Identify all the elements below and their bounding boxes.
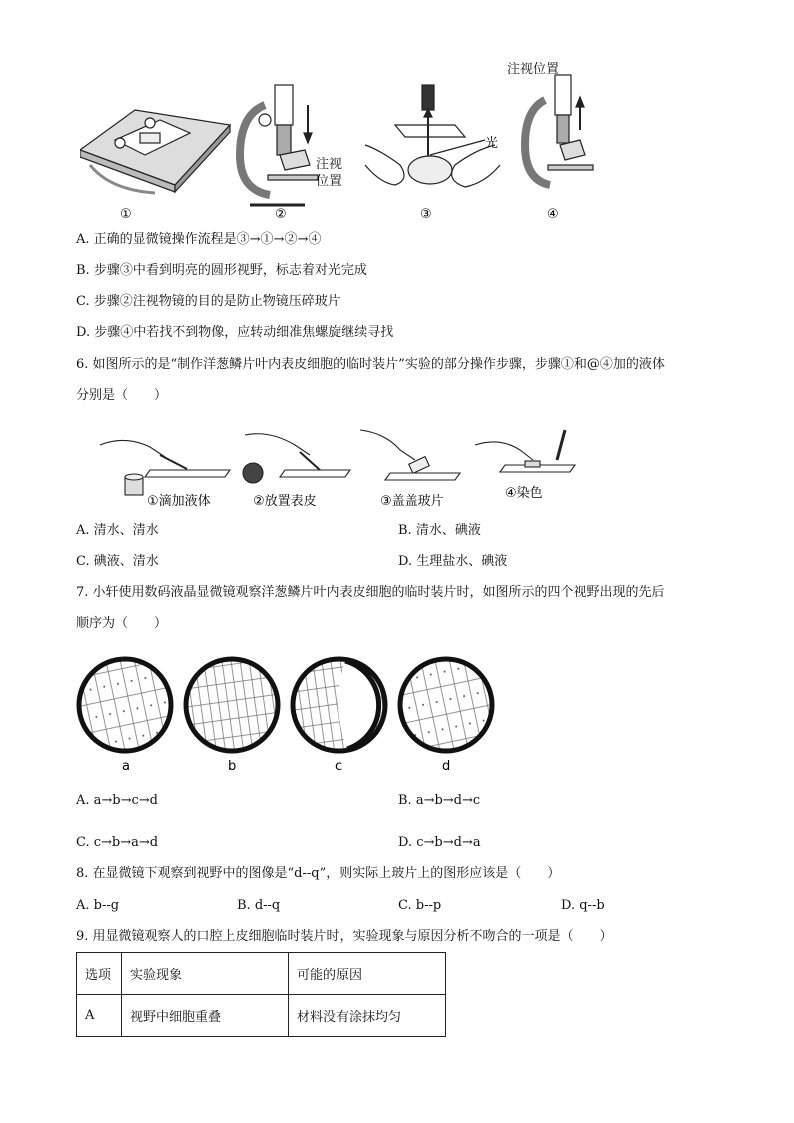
q7-stem-line2: 顺序为（ ） xyxy=(76,616,168,631)
table-header-row xyxy=(77,953,446,995)
q8-option-b: B. d--q xyxy=(237,898,281,913)
q5-option-d: D. 步骤④中若找不到物像，应转动细准焦螺旋继续寻找 xyxy=(76,325,394,340)
view-a xyxy=(79,659,171,751)
fig1-label-3: ③ xyxy=(420,207,432,222)
q6-option-d: D. 生理盐水、碘液 xyxy=(398,554,508,569)
q8-option-a: A. b--g xyxy=(76,898,120,913)
microscope-views-figure xyxy=(75,650,505,780)
prep-step4-drawing xyxy=(475,430,575,472)
step4-drawing xyxy=(525,75,593,185)
fig1-annotation-watch-top: 注视位置 xyxy=(507,62,560,77)
q6-stem-line1: 6. 如图所示的是“制作洋葱鳞片叶内表皮细胞的临时装片”实验的部分操作步骤，步骤①和@④加的液体 xyxy=(76,357,665,372)
slide-prep-figure xyxy=(95,425,595,510)
view-label-c: c xyxy=(335,759,343,774)
q8-option-c: C. b--p xyxy=(398,898,442,913)
q7-option-c: C. c→b→a→d xyxy=(76,835,159,850)
q5-option-a: A. 正确的显微镜操作流程是③→①→②→④ xyxy=(76,232,322,247)
table-header-cell: 选项 xyxy=(77,953,122,995)
prep-step-label-3: ③盖盖玻片 xyxy=(380,494,444,509)
fig1-annotation-watch-side-1: 注视 xyxy=(316,157,343,172)
fig1-label-4: ④ xyxy=(547,207,559,222)
table-cell: 材料没有涂抹均匀 xyxy=(289,995,446,1037)
table-header-cell: 实验现象 xyxy=(122,953,289,995)
q6-option-a: A. 清水、清水 xyxy=(76,523,159,538)
fig1-label-2: ② xyxy=(275,207,287,222)
fig1-annotation-watch-side-2: 位置 xyxy=(316,174,343,189)
step2-drawing xyxy=(240,85,318,205)
view-c xyxy=(293,659,385,751)
q8-stem: 8. 在显微镜下观察到视野中的图像是“d--q”，则实际上玻片上的图形应该是（ ） xyxy=(76,866,561,881)
q8-option-d: D. q--b xyxy=(561,898,605,913)
microscope-steps-figure xyxy=(80,55,600,225)
q7-option-a: A. a→b→c→d xyxy=(76,793,159,808)
prep-step1-drawing xyxy=(100,440,230,495)
view-label-a: a xyxy=(122,759,130,774)
q5-option-b: B. 步骤③中看到明亮的圆形视野，标志着对光完成 xyxy=(76,263,367,278)
prep-step-label-1: ①滴加液体 xyxy=(147,494,211,509)
step1-drawing xyxy=(80,110,230,193)
table-header-cell: 可能的原因 xyxy=(289,953,446,995)
view-d xyxy=(400,659,492,751)
prep-step3-drawing xyxy=(360,430,460,480)
fig1-label-1: ① xyxy=(120,207,132,222)
fig1-annotation-light: 光 xyxy=(485,136,499,151)
q7-option-d: D. c→b→d→a xyxy=(398,835,481,850)
view-label-d: d xyxy=(442,759,451,774)
q7-stem-line1: 7. 小轩使用数码液晶显微镜观察洋葱鳞片叶内表皮细胞的临时装片时，如图所示的四个视野出现的先后 xyxy=(76,585,665,600)
q7-option-b: B. a→b→d→c xyxy=(398,793,481,808)
q6-stem-line2: 分别是（ ） xyxy=(76,388,168,403)
q6-option-b: B. 清水、碘液 xyxy=(398,523,481,538)
table-cell: 视野中细胞重叠 xyxy=(122,995,289,1037)
q9-stem: 9. 用显微镜观察人的口腔上皮细胞临时装片时，实验现象与原因分析不吻合的一项是（ ） xyxy=(76,929,613,944)
prep-step2-drawing xyxy=(243,434,350,483)
table-row xyxy=(77,995,446,1037)
view-b xyxy=(186,659,278,751)
step3-drawing xyxy=(365,85,500,187)
table-cell: A xyxy=(77,995,122,1037)
q6-option-c: C. 碘液、清水 xyxy=(76,554,159,569)
prep-step-label-4: ④染色 xyxy=(505,486,543,501)
q5-option-c: C. 步骤②注视物镜的目的是防止物镜压碎玻片 xyxy=(76,294,341,309)
q9-table xyxy=(76,952,446,1037)
prep-step-label-2: ②放置表皮 xyxy=(253,494,317,509)
view-label-b: b xyxy=(228,759,237,774)
